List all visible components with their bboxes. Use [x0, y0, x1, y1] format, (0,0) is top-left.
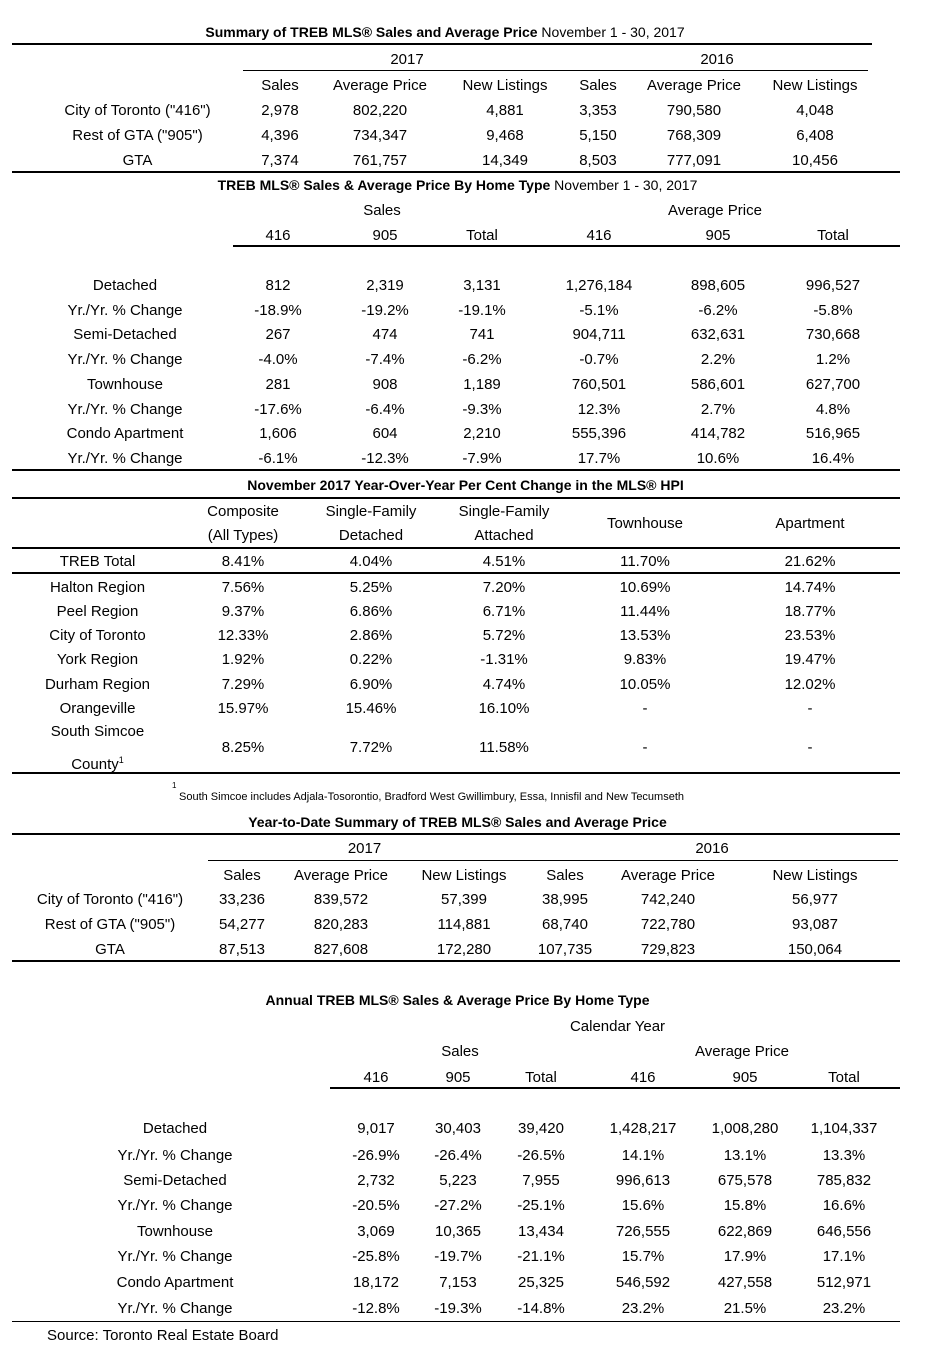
- table-cell: 68,740: [542, 916, 588, 933]
- table-cell: 726,555: [615, 1223, 671, 1240]
- table-cell: -21.1%: [517, 1248, 565, 1265]
- row-label: Semi-Detached: [73, 326, 177, 343]
- table-cell: 7,955: [522, 1172, 560, 1189]
- row-label: Yr./Yr. % Change: [117, 1248, 233, 1265]
- table-cell: 4.04%: [349, 553, 393, 570]
- table-cell: 281: [265, 376, 291, 393]
- table-cell: 10.69%: [619, 579, 671, 596]
- row-label: Condo Apartment: [116, 1274, 234, 1291]
- divider: [12, 833, 900, 835]
- table-cell: 6.86%: [349, 603, 393, 620]
- table-cell: 7.29%: [221, 676, 265, 693]
- column-header: Total: [466, 227, 498, 244]
- table-cell: 13.1%: [723, 1147, 767, 1164]
- summary-title-date: November 1 - 30, 2017: [537, 24, 685, 40]
- table-cell: 1,008,280: [711, 1120, 779, 1137]
- table-cell: 87,513: [219, 941, 265, 958]
- row-label: Townhouse: [87, 376, 163, 393]
- hpi-row-label: South Simcoe: [50, 723, 145, 740]
- table-cell: 12.3%: [577, 401, 621, 418]
- row-label: Yr./Yr. % Change: [117, 1147, 233, 1164]
- footnote-text: South Simcoe includes Adjala-Tosorontio, Bradford West Gwillimbury, Essa, Innisfil and New Tecumseth: [179, 791, 685, 803]
- annual-subtitle: Calendar Year: [569, 1018, 666, 1035]
- table-cell: -6.4%: [365, 401, 405, 418]
- table-cell: -25.8%: [352, 1248, 400, 1265]
- divider: [12, 772, 900, 774]
- table-cell: 722,780: [640, 916, 696, 933]
- table-cell: 546,592: [615, 1274, 671, 1291]
- row-label: GTA: [122, 152, 153, 169]
- column-header: Sales: [223, 867, 261, 884]
- hpi-row-label: City of Toronto: [49, 627, 146, 644]
- table-cell: 11.44%: [620, 603, 670, 620]
- table-cell: 729,823: [640, 941, 696, 958]
- table-cell: 632,631: [690, 326, 746, 343]
- table-cell: 812: [265, 277, 291, 294]
- divider: [12, 171, 900, 173]
- table-cell: 15.7%: [621, 1248, 665, 1265]
- table-cell: 10,365: [435, 1223, 481, 1240]
- table-cell: -6.1%: [258, 450, 298, 467]
- table-cell: 10,456: [792, 152, 838, 169]
- table-cell: 12.33%: [217, 627, 269, 644]
- table-cell: 2,210: [463, 425, 501, 442]
- home-type-title: [0, 177, 915, 193]
- table-cell: 427,558: [717, 1274, 773, 1291]
- table-cell: 474: [372, 326, 398, 343]
- table-cell: 1,276,184: [565, 277, 633, 294]
- table-cell: -7.4%: [365, 351, 405, 368]
- table-cell: 11.58%: [479, 739, 529, 756]
- table-cell: 11.70%: [620, 553, 670, 570]
- ytd-title: Year-to-Date Summary of TREB MLS® Sales and Average Price: [248, 814, 667, 830]
- table-cell: 17.7%: [577, 450, 621, 467]
- table-cell: 25,325: [518, 1274, 564, 1291]
- hpi-column-header: (All Types): [207, 527, 279, 544]
- table-cell: 15.97%: [217, 700, 269, 717]
- table-cell: 38,995: [542, 891, 588, 908]
- table-cell: 7,374: [261, 152, 299, 169]
- table-cell: 5.72%: [482, 627, 526, 644]
- table-cell: -: [807, 700, 813, 717]
- divider: [233, 245, 900, 247]
- annual-title: Annual TREB MLS® Sales & Average Price By Home Type: [265, 992, 650, 1008]
- table-cell: -9.3%: [462, 401, 502, 418]
- table-cell: 4,048: [796, 102, 834, 119]
- row-label: Semi-Detached: [123, 1172, 227, 1189]
- table-cell: 414,782: [690, 425, 746, 442]
- table-cell: 516,965: [805, 425, 861, 442]
- table-cell: -20.5%: [352, 1197, 400, 1214]
- ytd-year-2017-header: 2017: [347, 840, 382, 857]
- table-cell: 54,277: [219, 916, 265, 933]
- row-label: Rest of GTA ("905"): [44, 916, 176, 933]
- hpi-column-header: Single-Family: [458, 503, 550, 520]
- column-header: 416: [586, 227, 612, 244]
- column-header: New Listings: [421, 867, 507, 884]
- simcoe-label-county: County: [71, 756, 119, 773]
- hpi-row-label: Halton Region: [49, 579, 146, 596]
- table-cell: 586,601: [690, 376, 746, 393]
- column-header: New Listings: [772, 77, 858, 94]
- table-cell: 23.2%: [822, 1300, 866, 1317]
- table-cell: 9,017: [357, 1120, 395, 1137]
- table-cell: 5.25%: [349, 579, 393, 596]
- table-cell: 4.8%: [815, 401, 851, 418]
- table-cell: 3,353: [579, 102, 617, 119]
- summary-title: [0, 24, 890, 40]
- column-header: 905: [445, 1069, 471, 1086]
- table-cell: 730,668: [805, 326, 861, 343]
- row-label: Townhouse: [137, 1223, 213, 1240]
- row-label: City of Toronto ("416"): [64, 102, 211, 119]
- table-cell: -26.9%: [352, 1147, 400, 1164]
- table-cell: -18.9%: [254, 302, 302, 319]
- table-cell: 12.02%: [784, 676, 836, 693]
- table-cell: 839,572: [313, 891, 369, 908]
- row-label: Yr./Yr. % Change: [117, 1197, 233, 1214]
- table-cell: 3,069: [357, 1223, 395, 1240]
- column-header: Total: [828, 1069, 860, 1086]
- table-cell: -26.5%: [517, 1147, 565, 1164]
- table-cell: 2,978: [261, 102, 299, 119]
- table-cell: 820,283: [313, 916, 369, 933]
- table-cell: 2,732: [357, 1172, 395, 1189]
- table-cell: 777,091: [666, 152, 722, 169]
- table-cell: 4,881: [486, 102, 524, 119]
- column-header: 905: [732, 1069, 758, 1086]
- table-cell: 1,189: [463, 376, 501, 393]
- table-cell: 5,223: [439, 1172, 477, 1189]
- row-label: Detached: [92, 277, 158, 294]
- table-cell: 1,428,217: [609, 1120, 677, 1137]
- table-cell: 996,613: [615, 1172, 671, 1189]
- year-2016-header: 2016: [700, 51, 734, 68]
- table-cell: -19.7%: [434, 1248, 482, 1265]
- row-label: Condo Apartment: [66, 425, 184, 442]
- table-cell: -7.9%: [462, 450, 502, 467]
- table-cell: -14.8%: [517, 1300, 565, 1317]
- table-cell: 7.20%: [482, 579, 526, 596]
- column-header: Sales: [546, 867, 584, 884]
- divider: [12, 547, 900, 549]
- table-cell: -27.2%: [434, 1197, 482, 1214]
- table-cell: 6.71%: [482, 603, 526, 620]
- table-cell: 2.7%: [700, 401, 736, 418]
- row-label: Yr./Yr. % Change: [67, 401, 183, 418]
- table-cell: -4.0%: [258, 351, 298, 368]
- table-cell: -26.4%: [434, 1147, 482, 1164]
- table-cell: 4.51%: [482, 553, 526, 570]
- column-header: Sales: [261, 77, 299, 94]
- hpi-row-label: TREB Total: [59, 553, 136, 570]
- table-cell: 9.37%: [221, 603, 265, 620]
- table-cell: 14.74%: [784, 579, 836, 596]
- hpi-row-label: Durham Region: [44, 676, 151, 693]
- divider: [12, 43, 872, 45]
- divider: [330, 1087, 900, 1089]
- table-cell: 604: [372, 425, 398, 442]
- table-cell: 734,347: [352, 127, 408, 144]
- table-cell: -19.1%: [458, 302, 506, 319]
- table-cell: 555,396: [571, 425, 627, 442]
- table-cell: 512,971: [816, 1274, 872, 1291]
- table-cell: 10.05%: [619, 676, 671, 693]
- table-cell: -19.3%: [434, 1300, 482, 1317]
- table-cell: 760,501: [571, 376, 627, 393]
- table-cell: 17.1%: [822, 1248, 866, 1265]
- table-cell: 1,104,337: [810, 1120, 878, 1137]
- column-header: 905: [705, 227, 731, 244]
- table-cell: 33,236: [219, 891, 265, 908]
- divider: [208, 860, 898, 861]
- table-cell: 18.77%: [784, 603, 836, 620]
- table-cell: 93,087: [792, 916, 838, 933]
- table-cell: 5,150: [579, 127, 617, 144]
- table-cell: 14.1%: [621, 1147, 665, 1164]
- table-cell: 742,240: [640, 891, 696, 908]
- column-header: New Listings: [772, 867, 858, 884]
- column-header: Average Price: [333, 77, 427, 94]
- table-cell: 172,280: [436, 941, 492, 958]
- table-cell: 16.6%: [822, 1197, 866, 1214]
- table-cell: 23.2%: [621, 1300, 665, 1317]
- table-cell: 3,131: [463, 277, 501, 294]
- hpi-column-header: Detached: [338, 527, 404, 544]
- table-cell: 7,153: [439, 1274, 477, 1291]
- row-label: Yr./Yr. % Change: [67, 302, 183, 319]
- column-header: Average Price: [294, 867, 388, 884]
- table-cell: 18,172: [353, 1274, 399, 1291]
- hpi-column-header: Composite: [207, 503, 279, 520]
- table-cell: 2,319: [366, 277, 404, 294]
- column-header: 416: [630, 1069, 656, 1086]
- sales-group-header: Sales: [363, 202, 401, 219]
- table-cell: 627,700: [805, 376, 861, 393]
- table-cell: 741: [469, 326, 495, 343]
- table-cell: 768,309: [666, 127, 722, 144]
- row-label: Yr./Yr. % Change: [117, 1300, 233, 1317]
- table-cell: 4,396: [261, 127, 299, 144]
- divider: [12, 497, 900, 499]
- column-header: Total: [525, 1069, 557, 1086]
- row-label: Detached: [142, 1120, 208, 1137]
- table-cell: -5.8%: [813, 302, 853, 319]
- table-cell: 21.62%: [784, 553, 836, 570]
- table-cell: 908: [372, 376, 398, 393]
- home-type-title-bold: TREB MLS® Sales & Average Price By Home Type: [217, 177, 551, 193]
- table-cell: -25.1%: [517, 1197, 565, 1214]
- table-cell: 7.56%: [221, 579, 265, 596]
- table-cell: -12.8%: [352, 1300, 400, 1317]
- column-header: Average Price: [647, 77, 741, 94]
- table-cell: -0.7%: [579, 351, 619, 368]
- table-cell: 16.4%: [811, 450, 855, 467]
- table-cell: -6.2%: [698, 302, 738, 319]
- table-cell: 1.92%: [221, 651, 265, 668]
- hpi-row-label: Orangeville: [59, 700, 136, 717]
- table-cell: 30,403: [435, 1120, 481, 1137]
- annual-average-price-group-header: Average Price: [695, 1043, 789, 1060]
- table-cell: -6.2%: [462, 351, 502, 368]
- table-cell: 898,605: [690, 277, 746, 294]
- table-cell: 14,349: [482, 152, 528, 169]
- hpi-title: November 2017 Year-Over-Year Per Cent Change in the MLS® HPI: [247, 477, 684, 493]
- table-cell: 9,468: [486, 127, 524, 144]
- table-cell: -19.2%: [361, 302, 409, 319]
- table-cell: -5.1%: [579, 302, 619, 319]
- column-header: Sales: [579, 77, 617, 94]
- average-price-group-header: Average Price: [668, 202, 762, 219]
- table-cell: 904,711: [572, 326, 626, 343]
- table-cell: 996,527: [805, 277, 861, 294]
- column-header: New Listings: [462, 77, 548, 94]
- table-cell: 57,399: [441, 891, 487, 908]
- hpi-row-label: [10, 751, 185, 774]
- source-note: Source: Toronto Real Estate Board: [47, 1327, 279, 1344]
- table-cell: 15.46%: [345, 700, 397, 717]
- table-cell: 13.3%: [822, 1147, 866, 1164]
- column-header: Total: [817, 227, 849, 244]
- table-cell: 785,832: [816, 1172, 872, 1189]
- hpi-row-label: York Region: [56, 651, 139, 668]
- table-cell: -: [807, 739, 813, 756]
- table-cell: 23.53%: [784, 627, 836, 644]
- row-label: City of Toronto ("416"): [36, 891, 184, 908]
- column-header: Average Price: [621, 867, 715, 884]
- table-cell: 15.8%: [723, 1197, 767, 1214]
- table-cell: 107,735: [537, 941, 593, 958]
- table-cell: 622,869: [717, 1223, 773, 1240]
- divider: [12, 960, 900, 962]
- home-type-title-date: November 1 - 30, 2017: [550, 177, 698, 193]
- table-cell: 39,420: [518, 1120, 564, 1137]
- table-cell: 150,064: [787, 941, 843, 958]
- hpi-column-header: Apartment: [775, 515, 845, 532]
- row-label: GTA: [95, 941, 125, 958]
- table-cell: 0.22%: [349, 651, 393, 668]
- divider: [12, 572, 900, 574]
- table-cell: -: [642, 700, 648, 717]
- footnote-marker: 1: [118, 755, 124, 765]
- table-cell: -12.3%: [361, 450, 409, 467]
- table-cell: 827,608: [313, 941, 369, 958]
- table-cell: 1.2%: [815, 351, 851, 368]
- table-cell: 8.25%: [221, 739, 265, 756]
- table-cell: 10.6%: [696, 450, 740, 467]
- table-cell: 13,434: [518, 1223, 564, 1240]
- table-cell: 21.5%: [723, 1300, 767, 1317]
- table-cell: 761,757: [352, 152, 408, 169]
- table-cell: 267: [265, 326, 291, 343]
- table-cell: 1,606: [259, 425, 297, 442]
- table-cell: 114,881: [437, 916, 491, 933]
- column-header: 416: [363, 1069, 389, 1086]
- table-cell: 6,408: [796, 127, 834, 144]
- table-cell: 646,556: [816, 1223, 872, 1240]
- table-cell: -: [642, 739, 648, 756]
- table-cell: 56,977: [792, 891, 838, 908]
- hpi-column-header: Townhouse: [607, 515, 683, 532]
- table-cell: 9.83%: [623, 651, 667, 668]
- ytd-year-2016-header: 2016: [695, 840, 729, 857]
- table-cell: 8,503: [579, 152, 617, 169]
- hpi-row-label: Peel Region: [56, 603, 139, 620]
- table-cell: 15.6%: [621, 1197, 665, 1214]
- table-cell: 2.2%: [700, 351, 736, 368]
- table-cell: 6.90%: [349, 676, 393, 693]
- annual-sales-group-header: Sales: [441, 1043, 479, 1060]
- table-cell: 675,578: [717, 1172, 773, 1189]
- divider: [12, 469, 900, 471]
- table-cell: 802,220: [352, 102, 408, 119]
- table-cell: 790,580: [666, 102, 722, 119]
- divider: [12, 1321, 900, 1322]
- summary-title-bold: Summary of TREB MLS® Sales and Average Price: [205, 24, 538, 40]
- table-cell: -17.6%: [254, 401, 302, 418]
- table-cell: -1.31%: [480, 651, 528, 668]
- hpi-column-header: Single-Family: [325, 503, 417, 520]
- table-cell: 16.10%: [478, 700, 530, 717]
- footnote-sup: 1: [172, 781, 177, 790]
- table-cell: 17.9%: [723, 1248, 767, 1265]
- year-2017-header: 2017: [390, 51, 424, 68]
- row-label: Rest of GTA ("905"): [72, 127, 203, 144]
- row-label: Yr./Yr. % Change: [67, 450, 183, 467]
- divider: [243, 70, 868, 71]
- row-label: Yr./Yr. % Change: [67, 351, 183, 368]
- table-cell: 19.47%: [784, 651, 836, 668]
- table-cell: 2.86%: [349, 627, 393, 644]
- column-header: 416: [265, 227, 291, 244]
- table-cell: 13.53%: [619, 627, 671, 644]
- table-cell: 4.74%: [482, 676, 526, 693]
- column-header: 905: [372, 227, 398, 244]
- table-cell: 8.41%: [221, 553, 265, 570]
- hpi-column-header: Attached: [474, 527, 534, 544]
- table-cell: 7.72%: [349, 739, 393, 756]
